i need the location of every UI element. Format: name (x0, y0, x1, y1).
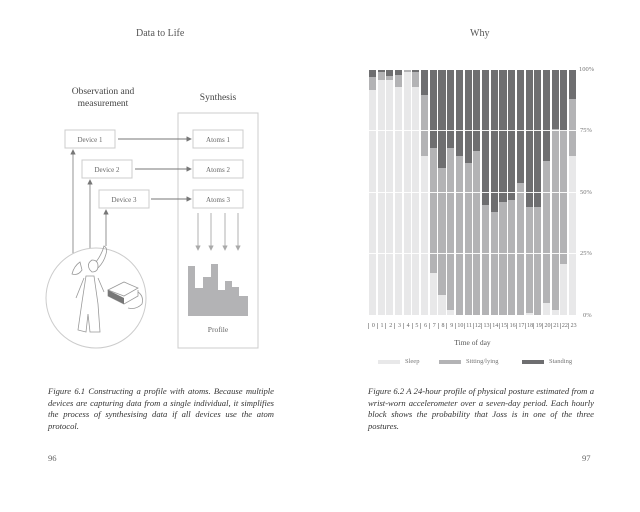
bar-segment-sitting-lying-8 (438, 168, 445, 295)
x-tick-10: 10 (455, 323, 465, 329)
bar-segment-sleep-18 (526, 313, 533, 315)
bar-segment-standing-23 (569, 70, 576, 99)
x-tick-4: 4 (403, 323, 413, 329)
device-2-box (82, 160, 132, 178)
bar-segment-standing-16 (508, 70, 515, 200)
bar-segment-sitting-lying-7 (430, 148, 437, 273)
x-tick-12: 12 (473, 323, 483, 329)
bar-segment-sitting-lying-13 (482, 205, 489, 315)
bar-segment-sitting-lying-21 (552, 129, 559, 310)
bar-segment-sitting-lying-18 (526, 207, 533, 312)
svg-text:Atoms 3: Atoms 3 (206, 196, 230, 204)
bar-segment-sleep-9 (447, 310, 454, 315)
right-running-head: Why (470, 28, 490, 39)
device-1-box (65, 130, 115, 148)
device-3-box (99, 190, 149, 208)
heading-observation-line1: Observation and (71, 87, 135, 97)
x-tick-18: 18 (525, 323, 535, 329)
bar-segment-sitting-lying-2 (386, 76, 393, 80)
y-tick-0: 0% (583, 312, 592, 319)
bar-segment-standing-20 (543, 70, 550, 161)
x-tick-14: 14 (490, 323, 500, 329)
heading-synthesis: Synthesis (199, 93, 237, 103)
bar-segment-sleep-4 (404, 72, 411, 315)
gridline-75 (368, 130, 577, 131)
bar-segment-sitting-lying-14 (491, 212, 498, 315)
bar-segment-sleep-6 (421, 156, 428, 315)
atoms-3-box (193, 190, 243, 208)
x-tick-22: 22 (560, 323, 570, 329)
gridline-25 (368, 253, 577, 254)
posture-stacked-bar-chart (368, 70, 577, 315)
bar-segment-standing-6 (421, 70, 428, 95)
left-running-head: Data to Life (136, 28, 185, 39)
bar-segment-sitting-lying-20 (543, 161, 550, 303)
bar-segment-sitting-lying-15 (499, 202, 506, 315)
person-with-wearable-illustration (46, 246, 146, 348)
x-tick-23: 23 (568, 323, 578, 329)
bar-segment-sleep-20 (543, 303, 550, 315)
heading-observation-line2: measurement (77, 99, 129, 109)
bar-segment-sitting-lying-9 (447, 148, 454, 310)
x-tick-0: 0 (368, 323, 378, 329)
legend-standing (522, 358, 572, 365)
figure-6-1-caption: Figure 6.1 Constructing a profile with atoms. Because multiple devices are capturing data from a single individual, it simplifies the process of synthesising data if all devices use the atom protocol. (48, 386, 274, 431)
bar-segment-standing-0 (369, 70, 376, 77)
x-tick-11: 11 (464, 323, 474, 329)
bar-segment-sleep-5 (412, 87, 419, 315)
bar-segment-standing-1 (378, 70, 385, 72)
bar-segment-sitting-lying-19 (534, 207, 541, 315)
x-tick-9: 9 (446, 323, 456, 329)
atoms-to-profile-arrows (198, 213, 238, 250)
bar-segment-sitting-lying-1 (378, 72, 385, 79)
y-tick-100: 100% (579, 66, 595, 73)
bar-segment-standing-9 (447, 70, 454, 148)
x-tick-15: 15 (499, 323, 509, 329)
bar-segment-standing-17 (517, 70, 524, 183)
y-tick-50: 50% (580, 189, 592, 196)
bar-segment-sleep-0 (369, 90, 376, 315)
x-tick-16: 16 (507, 323, 517, 329)
bar-segment-sleep-8 (438, 295, 445, 315)
bar-segment-standing-10 (456, 70, 463, 156)
bar-segment-standing-22 (560, 70, 567, 131)
legend-swatch-standing (522, 360, 544, 364)
svg-text:Atoms 2: Atoms 2 (206, 166, 230, 174)
bar-segment-sleep-7 (430, 273, 437, 315)
atoms-1-box (193, 130, 243, 148)
profile-chart-shape (188, 264, 248, 316)
bar-segment-sleep-22 (560, 264, 567, 315)
bar-segment-standing-3 (395, 70, 402, 75)
x-tick-8: 8 (438, 323, 448, 329)
atoms-2-box (193, 160, 243, 178)
bar-segment-sitting-lying-0 (369, 77, 376, 89)
y-tick-25: 25% (580, 250, 592, 257)
x-axis-label: Time of day (454, 338, 491, 347)
x-tick-13: 13 (481, 323, 491, 329)
legend-swatch-sitting (439, 360, 461, 364)
bar-segment-standing-7 (430, 70, 437, 148)
bar-segment-standing-13 (482, 70, 489, 205)
x-tick-1: 1 (377, 323, 387, 329)
bar-segment-standing-11 (465, 70, 472, 163)
bar-segment-sitting-lying-22 (560, 131, 567, 263)
x-tick-17: 17 (516, 323, 526, 329)
bar-segment-sleep-1 (378, 80, 385, 315)
bar-segment-sleep-2 (386, 80, 393, 315)
bar-segment-standing-2 (386, 70, 393, 76)
gridline-50 (368, 192, 577, 193)
svg-text:Device 3: Device 3 (111, 196, 137, 204)
legend-label-standing: Standing (549, 358, 573, 365)
bar-segment-sleep-21 (552, 310, 559, 315)
legend-sleep (378, 358, 419, 365)
figure-6-1-diagram (0, 0, 320, 370)
bar-segment-sitting-lying-23 (569, 99, 576, 155)
bar-segment-standing-15 (499, 70, 506, 202)
x-tick-19: 19 (533, 323, 543, 329)
bar-segment-sleep-23 (569, 156, 576, 315)
legend-label-sitting: Sitting/lying (466, 358, 499, 365)
x-tick-6: 6 (420, 323, 430, 329)
bar-segment-sitting-lying-10 (456, 156, 463, 315)
bar-segment-sitting-lying-4 (404, 70, 411, 72)
bar-segment-standing-5 (412, 70, 419, 72)
x-tick-21: 21 (551, 323, 561, 329)
bar-segment-standing-21 (552, 70, 559, 129)
bar-segment-sitting-lying-17 (517, 183, 524, 315)
bar-segment-sitting-lying-16 (508, 200, 515, 315)
svg-text:Device 2: Device 2 (94, 166, 120, 174)
y-tick-75: 75% (580, 127, 592, 134)
bar-segment-standing-12 (473, 70, 480, 151)
x-tick-20: 20 (542, 323, 552, 329)
legend-swatch-sleep (378, 360, 400, 364)
svg-text:Atoms 1: Atoms 1 (206, 136, 230, 144)
bar-segment-sitting-lying-6 (421, 95, 428, 156)
right-page-number: 97 (582, 453, 591, 463)
x-tick-7: 7 (429, 323, 439, 329)
figure-6-2-caption: Figure 6.2 A 24-hour profile of physical posture estimated from a wrist-worn accelerometer over a seven-day period. Each hourly block shows the probability that Joss is in one of the three postures. (368, 386, 594, 431)
x-tick-5: 5 (412, 323, 422, 329)
bar-segment-standing-18 (526, 70, 533, 207)
bar-segment-sleep-3 (395, 87, 402, 315)
legend-label-sleep: Sleep (405, 358, 420, 365)
legend-sitting (439, 358, 499, 365)
profile-label: Profile (207, 325, 229, 334)
bar-segment-standing-8 (438, 70, 445, 168)
bar-segment-sitting-lying-11 (465, 163, 472, 315)
x-tick-2: 2 (385, 323, 395, 329)
bar-segment-sitting-lying-12 (473, 151, 480, 315)
bar-segment-sitting-lying-5 (412, 72, 419, 87)
bar-segment-sitting-lying-3 (395, 75, 402, 87)
left-page-number: 96 (48, 453, 57, 463)
x-tick-3: 3 (394, 323, 404, 329)
svg-text:Device 1: Device 1 (77, 136, 103, 144)
bar-segment-standing-19 (534, 70, 541, 207)
